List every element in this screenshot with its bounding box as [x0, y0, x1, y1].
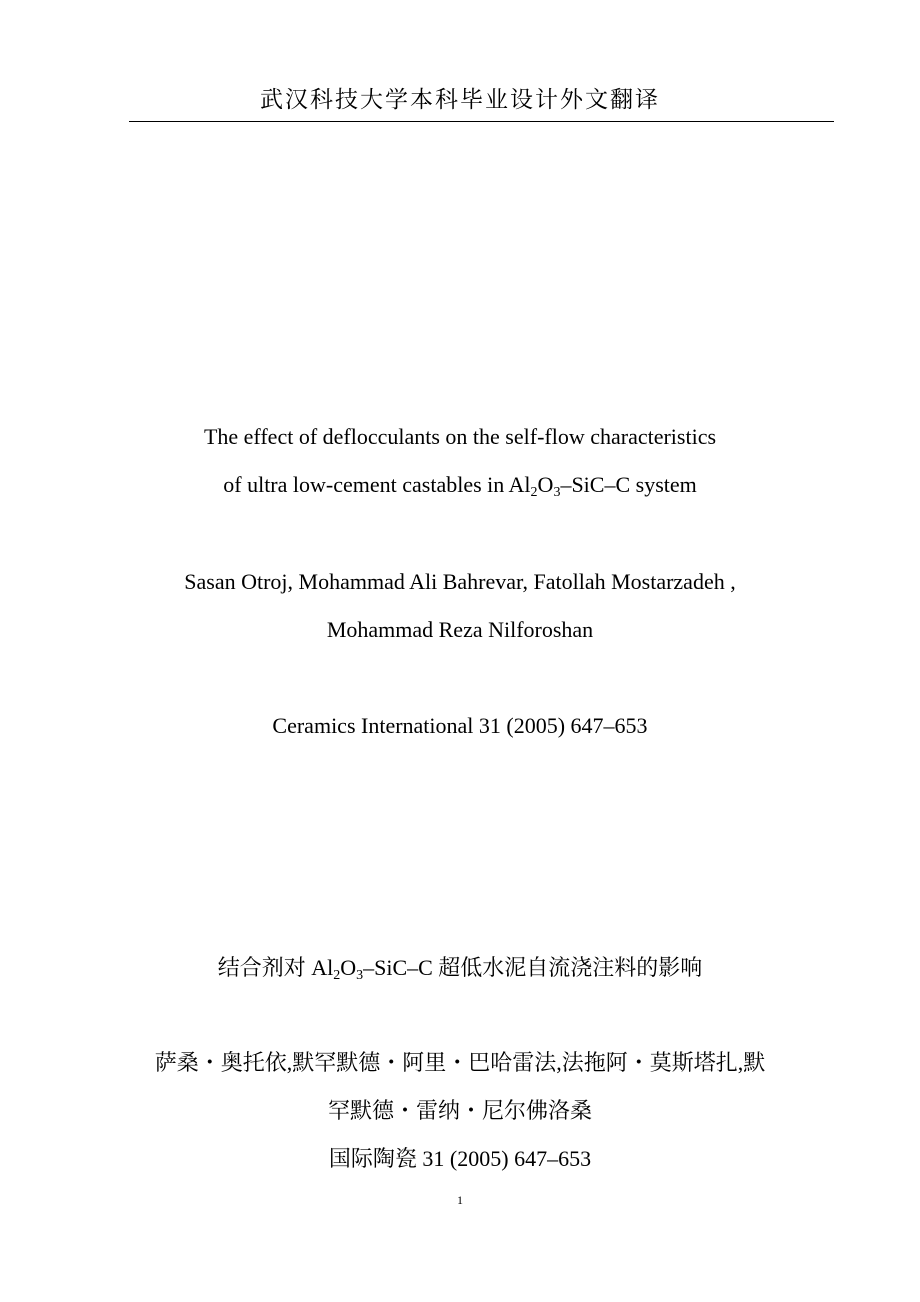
chinese-title-subscript-2: 2 — [333, 968, 341, 983]
page-number: 1 — [457, 1193, 463, 1207]
chinese-authors-line-1: 萨桑・奥托依,默罕默德・阿里・巴哈雷法,法拖阿・莫斯塔扎,默 — [154, 1050, 766, 1075]
chinese-authors-line-2: 罕默德・雷纳・尼尔佛洛桑 — [327, 1098, 592, 1123]
english-title-text-post: –SiC–C system — [560, 472, 697, 497]
english-title-text-mid: O — [537, 472, 554, 497]
chinese-title-text-post: –SiC–C 超低水泥自流浇注料的影响 — [363, 955, 703, 980]
chinese-citation: 国际陶瓷 31 (2005) 647–653 — [328, 1146, 592, 1171]
chinese-title-text-mid: O — [340, 955, 357, 980]
english-authors-line-1: Sasan Otroj, Mohammad Ali Bahrevar, Fatollah Mostarzadeh , — [184, 569, 736, 594]
chinese-title-subscript-3: 3 — [356, 968, 364, 983]
english-title-line-2 — [0, 470, 920, 500]
chinese-title-text-pre: 结合剂对 Al — [217, 955, 334, 980]
english-citation: Ceramics International 31 (2005) 647–653 — [272, 713, 648, 738]
page-header: 武汉科技大学本科毕业设计外文翻译 — [260, 87, 660, 112]
chinese-title — [0, 953, 920, 983]
header-rule — [129, 121, 834, 122]
english-title-text-pre: of ultra low-cement castables in Al — [223, 472, 531, 497]
english-title-subscript-3: 3 — [553, 485, 561, 500]
english-title-subscript-2: 2 — [530, 485, 538, 500]
english-title-line-1: The effect of deflocculants on the self-flow characteristics — [203, 424, 717, 449]
english-authors-line-2: Mohammad Reza Nilforoshan — [326, 617, 594, 642]
